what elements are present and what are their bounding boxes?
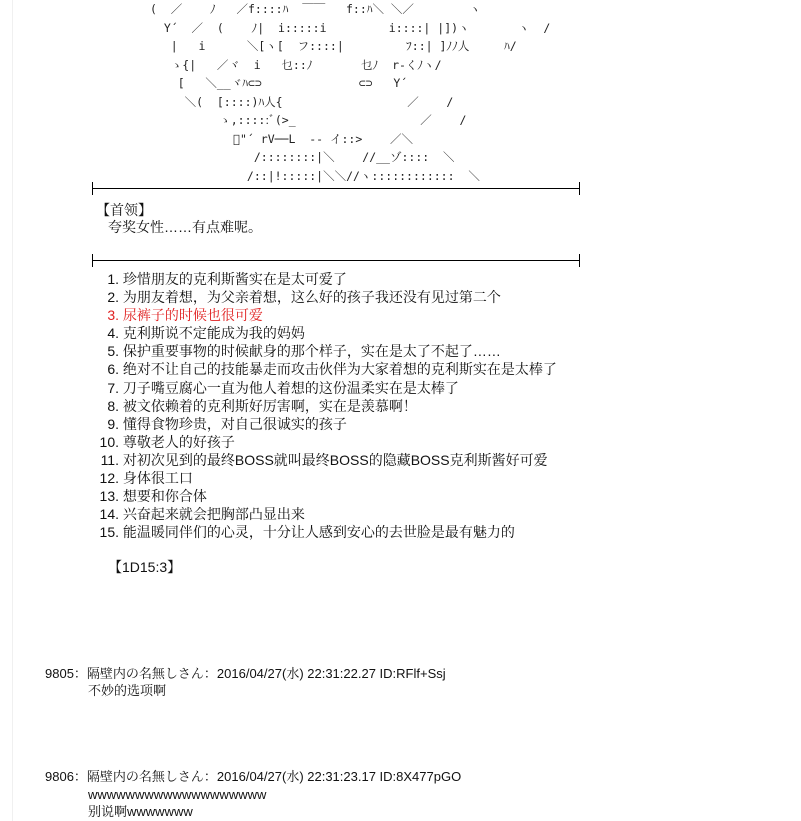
item-text: 刀子嘴豆腐心一直为他人着想的这份温柔实在是太棒了 (122, 379, 459, 396)
compliment-list (98, 270, 557, 541)
dice-result: 【1D15:3】 (108, 559, 182, 575)
item-text: 对初次见到的最终BOSS就叫最终BOSS的隐藏BOSS克利斯酱好可爱 (122, 451, 548, 468)
item-number: 5. (107, 343, 119, 360)
item-text: 尊敬老人的好孩子 (122, 433, 235, 450)
post-body-9806-line2: 别说啊wwwwwww (88, 804, 193, 819)
list-item (98, 523, 557, 541)
post-header-9806: 9806：隔壁内の名無しさん：2016/04/27(水) 22:31:23.17 ID:8X477pGO (45, 769, 462, 784)
item-number: 2. (107, 289, 119, 306)
divider-bottom (92, 260, 580, 261)
item-text: 身体很工口 (122, 470, 193, 487)
item-text: 能温暖同伴们的心灵，十分让人感到安心的去世脸是最有魅力的 (122, 524, 515, 541)
item-text: 克利斯说不定能成为我的妈妈 (122, 325, 305, 342)
list-item (98, 360, 557, 378)
list-item (98, 324, 557, 342)
page-margin-line (12, 0, 13, 821)
item-number: 9. (107, 415, 119, 432)
item-number: 11. (100, 451, 119, 468)
item-number: 13. (99, 488, 119, 505)
section-subtitle: 夸奖女性……有点难呢。 (108, 219, 262, 235)
item-number: 1. (107, 271, 119, 287)
item-number: 8. (107, 397, 119, 414)
item-text: 被文依赖着的克利斯好厉害啊，实在是羡慕啊！ (122, 397, 417, 414)
list-item (98, 451, 557, 469)
list-item (98, 487, 557, 505)
item-text: 尿裤子的时候也很可爱 (122, 307, 263, 324)
item-number: 6. (107, 361, 119, 378)
ascii-art: ( ／ ﾉ ／f::::ﾊ ￣￣ f::ﾊ＼ ＼／ ヽ Y´ ／ ( ﾉ| i:::::i i::::| |])ヽ ヽ / | i ＼[ヽ[ フ::::| ﾌ::| ]ﾉﾉ人 ﾊ/ ゝ{| ／ヾ i 乜::ﾉ 乜ﾉ r-くﾉヽ/ [ ＼__ヾﾊ⊂⊃ ⊂⊃ Y´ ＼( [::::)ﾊ人{ ／ / ゝ,:::::ﾞ(>_ ／ / ﾞ"´ rV──L -- イ::> ／＼ /::::::::|＼ //__ゾ:::: ＼ /::|!:::::|＼＼//ヽ:::::::::::: ＼ (150, 2, 551, 183)
item-number: 4. (107, 325, 119, 342)
item-text: 保护重要事物的时候献身的那个样子，实在是太了不起了…… (122, 343, 501, 360)
item-number: 3. (107, 307, 119, 324)
list-item (98, 342, 557, 360)
item-number: 12. (99, 470, 119, 487)
list-item (98, 270, 557, 288)
post-body-9806-line1: wwwwwwwwwwwwwwwwwww (88, 787, 267, 802)
item-text: 绝对不让自己的技能暴走而攻击伙伴为大家着想的克利斯实在是太棒了 (122, 361, 557, 378)
item-text: 珍惜朋友的克利斯酱实在是太可爱了 (122, 271, 347, 287)
item-number: 7. (107, 379, 119, 396)
post-body-9805: 不妙的选项啊 (88, 683, 167, 698)
item-number: 15. (99, 524, 119, 541)
divider-top (92, 188, 580, 189)
list-item (98, 433, 557, 451)
section-heading: 【首领】 (96, 202, 152, 218)
item-text: 懂得食物珍贵，对自己很诚实的孩子 (122, 415, 347, 432)
item-text: 为朋友着想，为父亲着想，这么好的孩子我还没有见过第二个 (122, 289, 501, 306)
list-item-highlighted (98, 306, 557, 324)
list-item (98, 288, 557, 306)
list-item (98, 415, 557, 433)
item-text: 想要和你合体 (122, 488, 207, 505)
item-text: 兴奋起来就会把胸部凸显出来 (122, 506, 305, 523)
post-header-9805: 9805：隔壁内の名無しさん：2016/04/27(水) 22:31:22.27 ID:RFlf+Ssj (45, 666, 446, 681)
list-item (98, 469, 557, 487)
list-item (98, 379, 557, 397)
item-number: 14. (99, 506, 119, 523)
item-number: 10. (99, 433, 119, 450)
list-item (98, 505, 557, 523)
list-item (98, 397, 557, 415)
